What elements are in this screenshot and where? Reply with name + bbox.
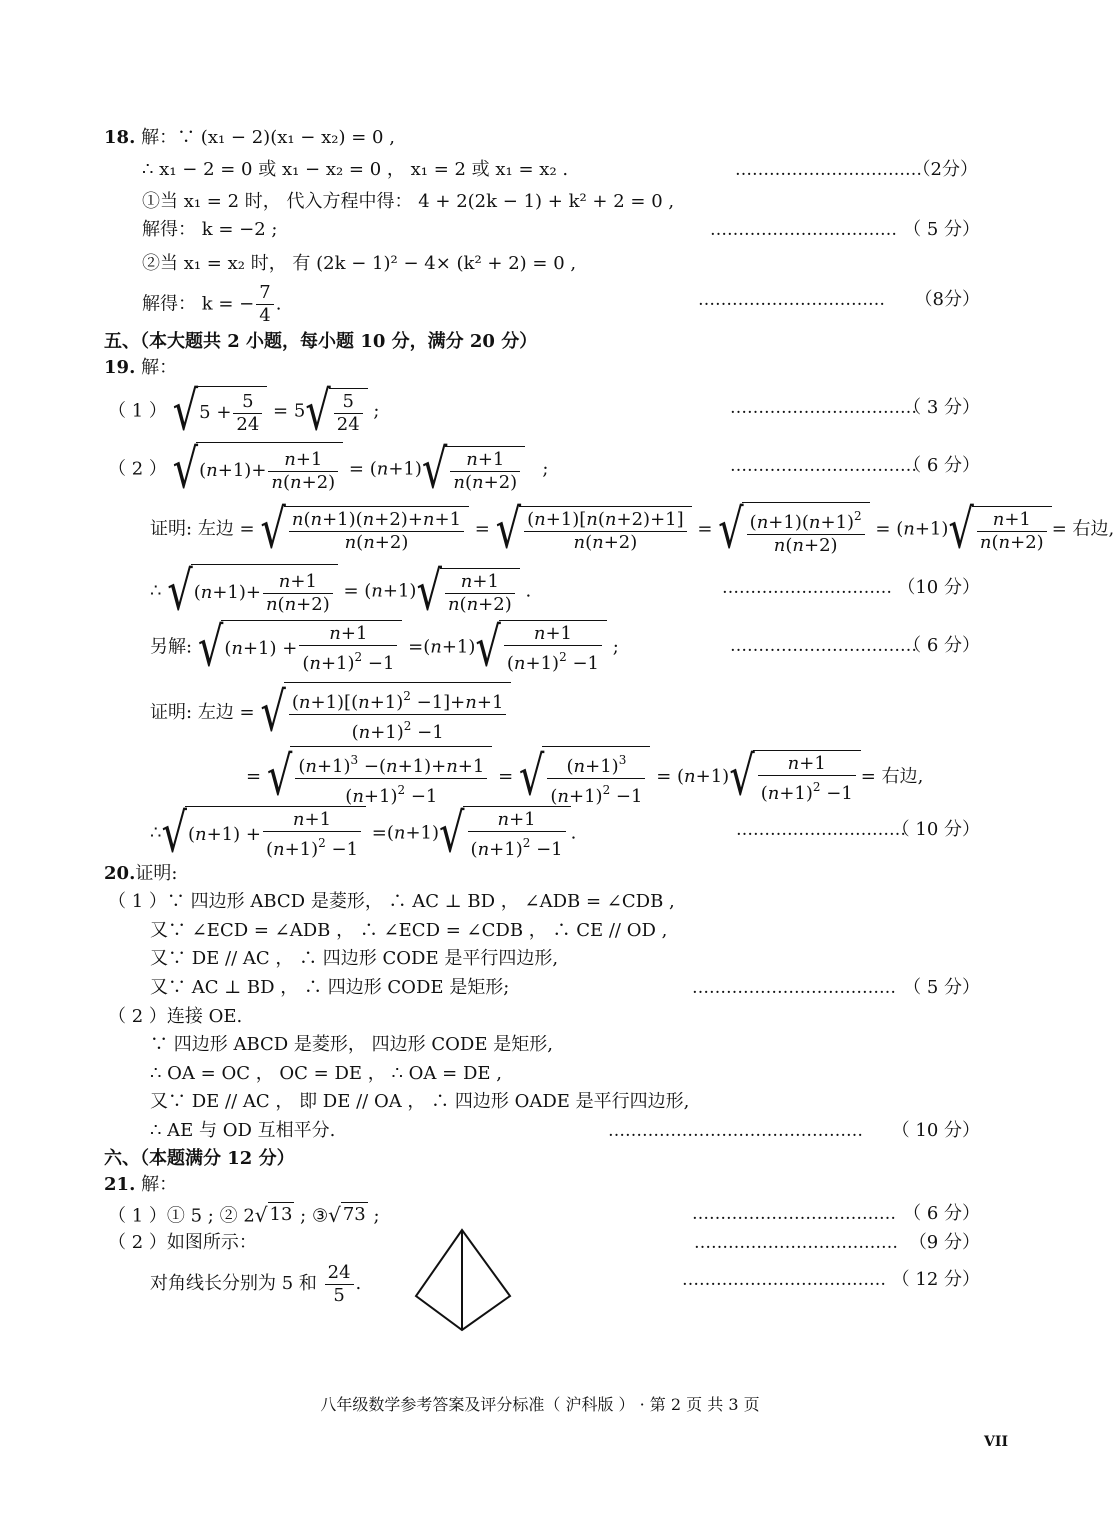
punctuation: ; [373,1205,380,1227]
part-label: （ 1 ） [108,1205,167,1227]
q18-line-1: 18. 解：∵ (x₁ − 2)(x₁ − x₂) = 0 , [104,127,395,148]
q21-answer-c-prefix: ; ③ [300,1205,329,1227]
radical: √ ( n +1)+ $\frac{n+1}{n(n+2)}$ [167,564,338,619]
score-leader: …………………………… [710,220,897,240]
numerator: 24 [325,1262,354,1285]
radical: √ $\frac{n+1}{n(n+2)}$ [422,446,525,494]
q19-score-6b: （ 6 分） [903,635,980,656]
radical: √ 5 + $\frac{5}{24}$ [173,386,268,437]
alt-label: 另解: [150,636,193,658]
q20-intro: 证明: [135,863,178,884]
q20-number: 20 [104,863,130,884]
q18-line-5: ②当 x₁ = x₂ 时， 有 (2k − 1)² − 4× (k² + 2) = 0 , [142,253,577,274]
radical: √ $\frac{(n+1)(n+1)^2}{n(n+2)}$ [718,502,870,557]
rhs-label: = 右边, [860,766,924,787]
radical: √ ( n +1)+ $\frac{n+1}{n(n+2)}$ [173,442,344,497]
radical: √ $\frac{(n+1)[(n+1)^2 -1]+n+1}{(n+1)^2 -1}$ [260,682,511,744]
radical: √ $\frac{(n+1)[n(n+2)+1]}{n(n+2)}$ [496,506,692,554]
score-leader: ……………………………… [682,1270,886,1290]
q19-score-10b: （ 10 分） [891,819,980,840]
numerator: 7 [256,282,273,305]
q21-part-2-answer: 对角线长分别为 5 和 $\frac{24}{5}$ . [150,1261,362,1306]
rhs-label: = 右边, [1051,518,1114,540]
q19-number: 19 [104,357,130,378]
q18-number: 18 [104,127,130,148]
part-label: （ 2 ） [108,458,167,480]
coefficient: 2 [243,1205,255,1227]
part-label: （ 1 ） [108,400,167,422]
therefore-symbol: ∴ [150,580,162,602]
score-leader: ……………………………………… [608,1121,863,1141]
q18-score-5: （ 5 分） [903,219,980,240]
score-leader: …………………………… [730,456,917,476]
q19-part-2: （ 2 ） √ ( n +1)+ $\frac{n+1}{n(n+2)}$ = (n+1) √ $\frac{n+1}{n(n+2)}$ ; [108,438,549,501]
lhs-label: 左边 = [197,702,255,723]
q21-intro: 解： [141,1174,178,1195]
q21-score-12: （ 12 分） [891,1269,980,1290]
score-leader: …………………………… [730,398,917,418]
radical: √ $\frac{(n+1)^3 -(n+1)+n+1}{(n+1)^2 -1}$ [267,746,493,808]
q19-intro: 解： [141,357,178,378]
q19-score-6: （ 6 分） [903,455,980,476]
q21-answer-a: ① 5 ; ② [166,1205,238,1227]
radical: √ $\frac{n+1}{n(n+2)}$ [416,568,519,616]
page-roman-numeral: VII [984,1434,1008,1450]
radical: √ $\frac{n+1}{n(n+2)}$ [948,506,1051,554]
q18-score-2: （2分） [912,159,978,180]
q19-proof-1: 证明: 左边 = √ $\frac{n(n+1)(n+2)+n+1}{n(n+2)}$ = √ $\frac{(n+1)[n(n+2)+1]}{n(n+2)}$ = √ $\frac{(n+1)(n+1)^2}{n(n+2)}$ = (n+1) √ $\frac{n+1}{n(n+2)}$ = 右边, [150,498,1114,561]
denominator: 4 [259,305,271,326]
q20-part-1-line-2: 又∵ ∠ECD = ∠ADB ， ∴ ∠ECD = ∠CDB ， ∴ CE // OD , [150,920,668,941]
q18-line-6-prefix: 解得： k = − [142,293,255,315]
q19-score-3: （ 3 分） [903,397,980,418]
score-leader: …………………………… [698,290,885,310]
score-leader: ……………………………… [694,1233,898,1253]
q20-part-2-line-5: ∴ AE 与 OD 互相平分. [150,1120,336,1141]
radical: √ $\frac{5}{24}$ [305,388,367,436]
radical: √ $\frac{n+1}{(n+1)^2 -1}$ [439,806,571,861]
q20-part-2-line-1: （ 2 ）连接 OE. [108,1006,243,1027]
q20-part-1-line-1: （ 1 ）∵ 四边形 ABCD 是菱形， ∴ AC ⊥ BD ， ∠ADB = ∠CDB , [108,891,675,912]
score-leader: ………………………… [722,578,892,598]
q20-part-2-line-3: ∴ OA = OC ， OC = DE ， ∴ OA = DE , [150,1063,502,1084]
section-5-heading: 五、（本大题共 2 小题，每小题 10 分，满分 20 分） [104,331,538,352]
q19-proof-2 [150,682,511,744]
q20-part-1-line-3: 又∵ DE // AC ， ∴ 四边形 CODE 是平行四边形, [150,948,559,969]
q20-part-2-line-4: 又∵ DE // AC ， 即 DE // OA ， ∴ 四边形 OADE 是平行四边形, [150,1091,690,1112]
page-footer: 八年级数学参考答案及评分标准（ 沪科版 ） · 第 2 页 共 3 页 [320,1395,760,1414]
q21-diagonal-text: 对角线长分别为 5 和 [150,1273,317,1294]
q21-heading: 21. 解： [104,1174,178,1195]
score-leader: …………………………… [735,160,922,180]
q19-conclusion-2: ∴ √ ( n +1) + $\frac{n+1}{(n+1)^2 -1}$ =(n+1) √ $\frac{n+1}{(n+1)^2 -1}$ . [150,802,577,865]
q20-heading: 20.证明: [104,863,178,884]
radical: √ 73 [328,1202,366,1227]
q20-part-1-line-4: 又∵ AC ⊥ BD ， ∴ 四边形 CODE 是矩形; [150,977,510,998]
radical: √ $\frac{(n+1)^3}{(n+1)^2 -1}$ [519,746,651,808]
score-leader: ……………………………… [692,978,896,998]
q21-part-1 [108,1202,380,1229]
q19-heading: 19. 解： [104,357,178,378]
q20-score-10: （ 10 分） [891,1120,980,1141]
q19-score-10: （10 分） [897,577,980,598]
radical: √ $\frac{n+1}{(n+1)^2 -1}$ [475,620,607,675]
fraction [325,1262,354,1307]
score-leader: ………………………… [736,820,906,840]
q19-part-1: （ 1 ） √ 5 + $\frac{5}{24}$ = 5 √ $\frac{5}{24}$ ; [108,380,380,443]
radical: √ $\frac{n(n+1)(n+2)+n+1}{n(n+2)}$ [260,506,469,554]
q20-part-2-line-2: ∵ 四边形 ABCD 是菱形， 四边形 CODE 是矩形, [150,1034,553,1055]
radical: √ ( n +1) + $\frac{n+1}{(n+1)^2 -1}$ [198,620,403,675]
score-leader: ……………………………… [692,1204,896,1224]
q19-alt-solution: 另解: √ ( n +1) + $\frac{n+1}{(n+1)^2 -1}$ =(n+1) √ $\frac{n+1}{(n+1)^2 -1}$ ; [150,616,619,679]
section-6-heading: 六、（本题满分 12 分） [104,1148,295,1169]
q19-proof-2-cont: = √ $\frac{(n+1)^3 -(n+1)+n+1}{(n+1)^2 -1}$ = √ $\frac{(n+1)^3}{(n+1)^2 -1}$ = (n+1) √ $\frac{n+1}{(n+1)^2 -1}$ = 右边, [246,745,924,809]
radical: √ $\frac{n+1}{(n+1)^2 -1}$ [729,750,861,805]
q18-line-6: 解得： k = − $\frac{7}{4}$ . [142,282,282,326]
denominator: 5 [333,1284,345,1306]
lhs-label: 左边 = [197,518,255,540]
q18-line-1-text: 解：∵ (x₁ − 2)(x₁ − x₂) = 0 , [141,127,395,148]
score-leader: …………………………… [730,636,917,656]
therefore-symbol: ∴ [150,822,162,844]
radical: √ ( n +1) + $\frac{n+1}{(n+1)^2 -1}$ [161,806,366,861]
radicand: 73 [342,1204,366,1225]
q18-line-4: 解得： k = −2 ; [142,219,278,240]
q18-line-2: ∴ x₁ − 2 = 0 或 x₁ − x₂ = 0 ， x₁ = 2 或 x₁ = x₂ . [142,159,569,180]
q21-score-9: （9 分） [908,1232,980,1253]
q21-score-6: （ 6 分） [903,1203,980,1224]
q21-number: 21 [104,1174,130,1195]
proof-label: 证明: [150,702,193,723]
proof-label: 证明: [150,518,193,540]
q18-line-3: ①当 x₁ = 2 时， 代入方程中得： 4 + 2(2k − 1) + k² + 2 = 0 , [142,191,675,212]
q21-part-2: （ 2 ）如图所示： [108,1232,257,1253]
q19-conclusion-1: ∴ √ ( n +1)+ $\frac{n+1}{n(n+2)}$ = (n+1) √ $\frac{n+1}{n(n+2)}$ . [150,560,532,623]
radical: √ 13 [254,1202,293,1227]
radicand: 13 [269,1204,293,1225]
fraction [256,282,273,327]
q20-score-5: （ 5 分） [903,977,980,998]
kite-figure [410,1226,516,1336]
q18-score-8: （8分） [914,289,980,310]
